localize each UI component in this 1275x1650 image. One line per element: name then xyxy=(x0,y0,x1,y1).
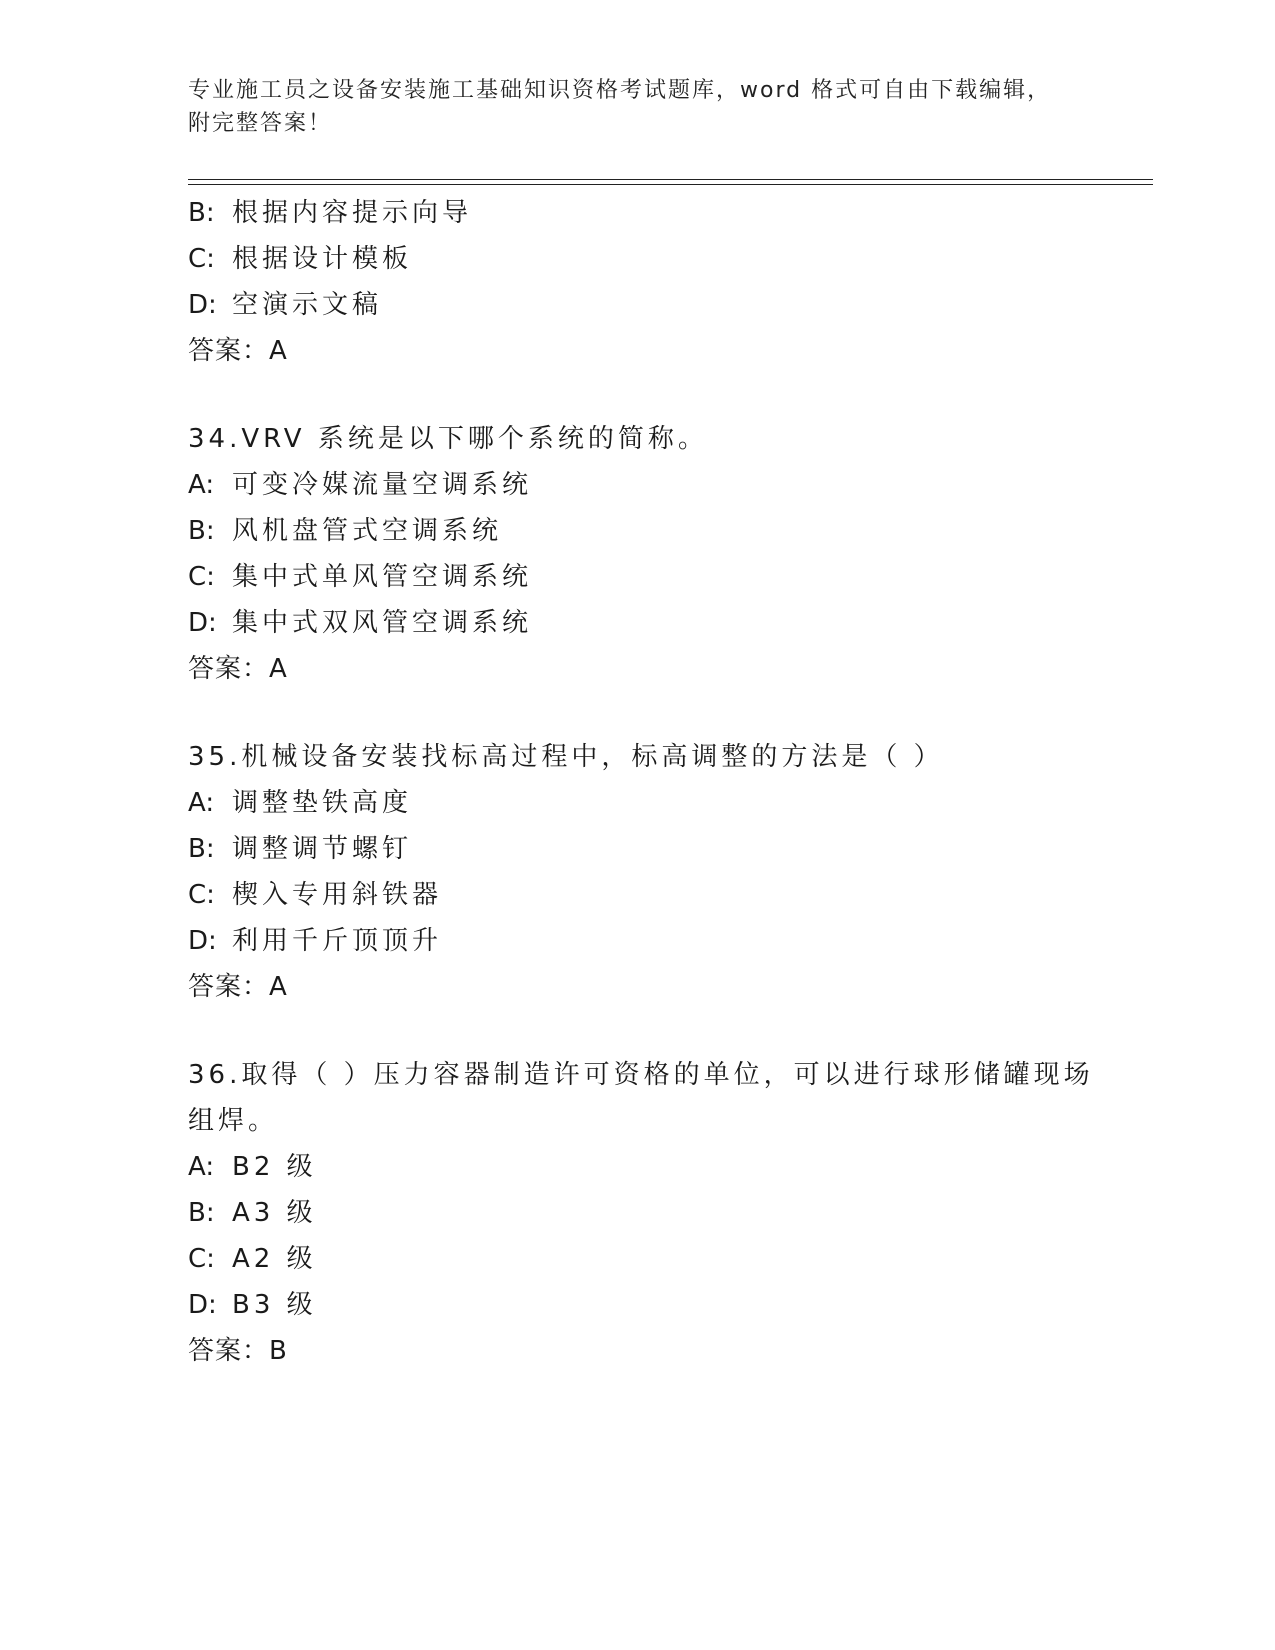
option-text: 利用千斤顶顶升 xyxy=(232,926,443,956)
option-text: 调整调节螺钉 xyxy=(232,834,413,864)
question-stem-line-2: 组焊。 xyxy=(188,1106,279,1136)
option-letter: B: xyxy=(188,1198,215,1228)
option-letter: C: xyxy=(188,562,215,592)
option-letter: B: xyxy=(188,198,215,228)
option-c xyxy=(188,554,1153,600)
spacer xyxy=(188,1010,1153,1052)
answer-line: 答案：A xyxy=(188,972,288,1002)
question-stem: 35.机械设备安装找标高过程中，标高调整的方法是（ ） xyxy=(188,742,944,772)
option-text: 空演示文稿 xyxy=(232,290,383,320)
option-letter: D: xyxy=(188,290,217,320)
option-text: B3 级 xyxy=(232,1290,317,1320)
option-letter: B: xyxy=(188,516,215,546)
option-text: 调整垫铁高度 xyxy=(232,788,413,818)
option-b xyxy=(188,826,1153,872)
option-text: 集中式双风管空调系统 xyxy=(232,608,533,638)
header-divider xyxy=(188,179,1153,185)
question-list xyxy=(188,190,1153,1374)
option-letter: C: xyxy=(188,244,215,274)
option-b xyxy=(188,508,1153,554)
answer-line: 答案：A xyxy=(188,336,288,366)
option-c xyxy=(188,1236,1153,1282)
question-stem-line-1: 36.取得（ ）压力容器制造许可资格的单位，可以进行球形储罐现场 xyxy=(188,1060,1094,1090)
option-a xyxy=(188,462,1153,508)
option-letter: A: xyxy=(188,1152,215,1182)
option-c xyxy=(188,872,1153,918)
header-line-1: 专业施工员之设备安装施工基础知识资格考试题库，word 格式可自由下载编辑， xyxy=(188,78,1052,103)
option-text: B2 级 xyxy=(232,1152,317,1182)
question-35 xyxy=(188,734,1153,1010)
option-a xyxy=(188,1144,1153,1190)
option-letter: D: xyxy=(188,926,217,956)
answer-line: 答案：B xyxy=(188,1336,288,1366)
option-b xyxy=(188,1190,1153,1236)
option-text: 可变冷媒流量空调系统 xyxy=(232,470,533,500)
option-text: 根据内容提示向导 xyxy=(232,198,473,228)
question-36 xyxy=(188,1052,1153,1374)
option-c xyxy=(188,236,1153,282)
option-text: A2 级 xyxy=(232,1244,317,1274)
spacer xyxy=(188,374,1153,416)
option-text: A3 级 xyxy=(232,1198,317,1228)
option-letter: A: xyxy=(188,788,215,818)
option-d xyxy=(188,600,1153,646)
question-33-continued xyxy=(188,190,1153,374)
option-text: 风机盘管式空调系统 xyxy=(232,516,503,546)
option-text: 根据设计模板 xyxy=(232,244,413,274)
option-letter: C: xyxy=(188,1244,215,1274)
option-d xyxy=(188,282,1153,328)
option-letter: B: xyxy=(188,834,215,864)
document-header xyxy=(188,74,1068,140)
option-letter: C: xyxy=(188,880,215,910)
option-letter: A: xyxy=(188,470,215,500)
option-text: 楔入专用斜铁器 xyxy=(232,880,443,910)
header-line-2: 附完整答案！ xyxy=(188,111,333,136)
option-letter: D: xyxy=(188,1290,217,1320)
answer-line: 答案：A xyxy=(188,654,288,684)
question-34 xyxy=(188,416,1153,692)
option-a xyxy=(188,780,1153,826)
spacer xyxy=(188,692,1153,734)
option-d xyxy=(188,918,1153,964)
option-letter: D: xyxy=(188,608,217,638)
option-b xyxy=(188,190,1153,236)
option-text: 集中式单风管空调系统 xyxy=(232,562,533,592)
question-stem: 34.VRV 系统是以下哪个系统的简称。 xyxy=(188,424,708,454)
option-d xyxy=(188,1282,1153,1328)
